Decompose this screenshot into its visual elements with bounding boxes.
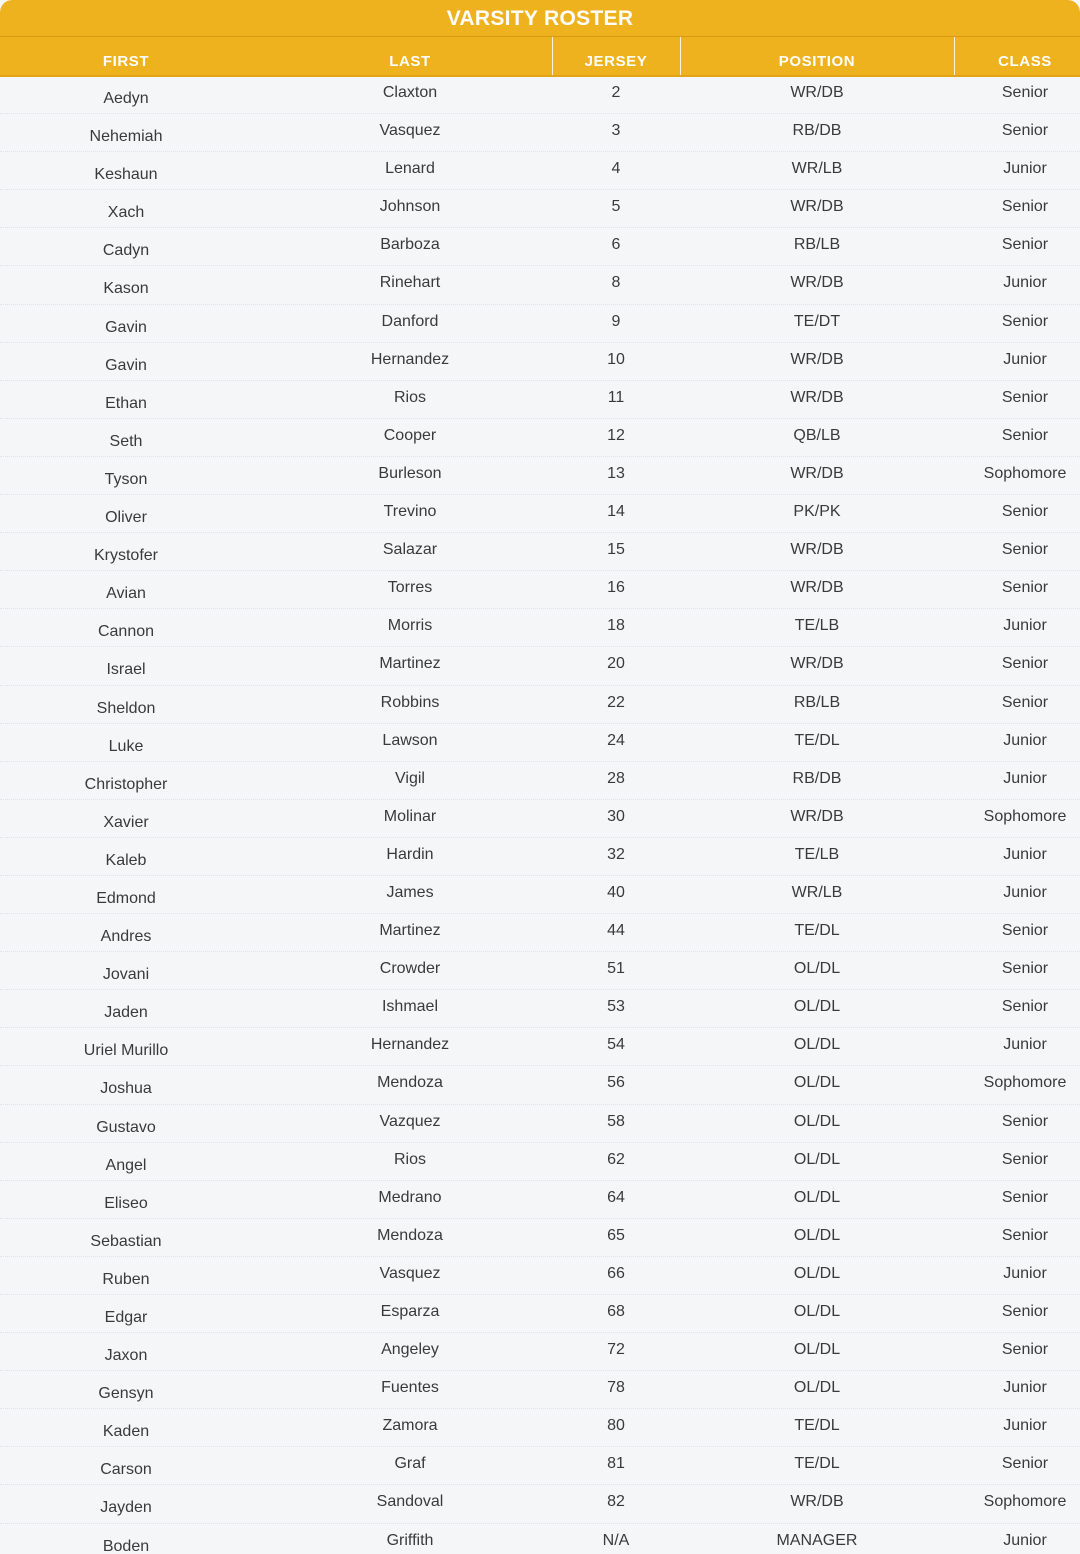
position-cell: PK/PK	[793, 503, 841, 521]
table-row	[0, 381, 1080, 419]
table-row	[0, 609, 1080, 647]
table-row	[0, 952, 1080, 990]
class-cell: Senior	[1001, 998, 1049, 1016]
class-cell: Senior	[1001, 312, 1049, 330]
table-row	[0, 1257, 1080, 1295]
table-row	[0, 1447, 1080, 1485]
position-cell: RB/LB	[793, 236, 841, 254]
last-name-cell: Rios	[393, 388, 426, 406]
position-cell: WR/DB	[790, 350, 844, 368]
first-name-cell: Cannon	[97, 623, 155, 641]
table-row	[0, 1066, 1080, 1104]
table-row	[0, 1409, 1080, 1447]
first-name-cell: Boden	[102, 1537, 150, 1554]
first-name-cell: Krystofer	[93, 547, 158, 565]
jersey-number-cell: 8	[611, 274, 621, 292]
first-name-cell: Christopher	[84, 775, 168, 793]
position-cell: TE/LB	[794, 845, 840, 863]
roster-rows	[0, 76, 1080, 1554]
last-name-cell: Mendoza	[377, 1074, 443, 1092]
class-cell: Junior	[1003, 617, 1047, 635]
jersey-number-cell: 16	[607, 579, 625, 597]
position-cell: TE/DL	[794, 922, 840, 940]
last-name-cell: Cooper	[383, 426, 437, 444]
table-row	[0, 838, 1080, 876]
last-name-cell: Esparza	[380, 1303, 440, 1320]
position-cell: OL/DL	[793, 1188, 841, 1206]
last-name-cell: Salazar	[382, 541, 438, 559]
jersey-number-cell: 20	[607, 655, 625, 673]
position-cell: OL/DL	[793, 1226, 841, 1244]
first-name-cell: Oliver	[105, 509, 147, 527]
table-row	[0, 533, 1080, 571]
column-header-position: POSITION	[778, 53, 856, 70]
position-cell: WR/DB	[790, 1493, 844, 1511]
column-header-jersey: JERSEY	[584, 53, 648, 70]
jersey-number-cell: 53	[607, 998, 625, 1016]
column-header-last: LAST	[389, 53, 431, 70]
position-cell: WR/DB	[790, 388, 844, 406]
class-cell: Senior	[1001, 579, 1049, 597]
table-row	[0, 114, 1080, 152]
table-row	[0, 1371, 1080, 1409]
first-name-cell: Uriel Murillo	[83, 1042, 169, 1060]
table-row	[0, 76, 1080, 114]
class-cell: Junior	[1003, 1036, 1047, 1054]
class-cell: Junior	[1003, 1417, 1047, 1435]
position-cell: RB/DB	[792, 122, 842, 140]
position-cell: WR/DB	[790, 541, 844, 559]
jersey-number-cell: 22	[607, 693, 625, 711]
table-row	[0, 305, 1080, 343]
class-cell: Senior	[1001, 1188, 1049, 1206]
first-name-cell: Kaden	[102, 1423, 150, 1441]
class-cell: Junior	[1003, 1264, 1047, 1282]
position-cell: OL/DL	[793, 1341, 841, 1359]
last-name-cell: Medrano	[378, 1188, 442, 1206]
class-cell: Junior	[1003, 160, 1047, 178]
first-name-cell: Kaleb	[105, 851, 147, 869]
class-cell: Senior	[1001, 541, 1049, 559]
class-cell: Junior	[1003, 350, 1047, 368]
class-cell: Senior	[1001, 1303, 1049, 1320]
last-name-cell: Zamora	[382, 1417, 438, 1435]
position-cell: WR/DB	[790, 84, 844, 101]
last-name-cell: Johnson	[379, 198, 441, 216]
class-cell: Senior	[1001, 960, 1049, 978]
position-cell: OL/DL	[793, 1303, 841, 1320]
table-row	[0, 1143, 1080, 1181]
roster-title: VARSITY ROSTER	[0, 0, 1080, 37]
last-name-cell: Fuentes	[381, 1379, 439, 1397]
first-name-cell: Gensyn	[98, 1385, 154, 1403]
last-name-cell: Claxton	[382, 84, 438, 101]
class-cell: Sophomore	[983, 807, 1067, 825]
last-name-cell: Graf	[394, 1455, 426, 1473]
class-cell: Junior	[1003, 769, 1047, 787]
jersey-number-cell: 44	[607, 922, 625, 940]
last-name-cell: Martinez	[379, 655, 441, 673]
last-name-cell: Barboza	[380, 236, 440, 254]
class-cell: Senior	[1001, 236, 1049, 254]
table-row	[0, 266, 1080, 304]
first-name-cell: Israel	[106, 661, 146, 679]
first-name-cell: Andres	[100, 928, 152, 946]
first-name-cell: Ethan	[105, 394, 147, 412]
class-cell: Junior	[1003, 1379, 1047, 1397]
class-cell: Senior	[1001, 655, 1049, 673]
position-cell: WR/DB	[790, 198, 844, 216]
first-name-cell: Seth	[109, 432, 143, 450]
last-name-cell: Hernandez	[370, 1036, 450, 1054]
position-cell: OL/DL	[793, 1074, 841, 1092]
last-name-cell: Robbins	[380, 693, 440, 711]
last-name-cell: Vigil	[395, 769, 425, 787]
jersey-number-cell: 68	[607, 1303, 625, 1320]
table-row	[0, 724, 1080, 762]
class-cell: Senior	[1001, 122, 1049, 140]
first-name-cell: Jovani	[102, 966, 150, 984]
jersey-number-cell: 10	[607, 350, 625, 368]
table-row	[0, 190, 1080, 228]
last-name-cell: Vasquez	[379, 122, 441, 140]
first-name-cell: Gustavo	[96, 1118, 156, 1136]
last-name-cell: Hardin	[386, 845, 434, 863]
column-header-first: FIRST	[102, 53, 150, 70]
table-row	[0, 457, 1080, 495]
jersey-number-cell: 56	[607, 1074, 625, 1092]
first-name-cell: Sheldon	[96, 699, 156, 717]
class-cell: Senior	[1001, 388, 1049, 406]
jersey-number-cell: 30	[607, 807, 625, 825]
first-name-cell: Eliseo	[104, 1194, 148, 1212]
last-name-cell: Martinez	[379, 922, 441, 940]
position-cell: RB/LB	[793, 693, 841, 711]
jersey-number-cell: 28	[607, 769, 625, 787]
jersey-number-cell: 82	[607, 1493, 625, 1511]
table-row	[0, 800, 1080, 838]
class-cell: Junior	[1003, 731, 1047, 749]
last-name-cell: James	[386, 883, 434, 901]
class-cell: Senior	[1001, 922, 1049, 940]
position-cell: OL/DL	[793, 998, 841, 1016]
last-name-cell: Vasquez	[379, 1264, 441, 1282]
first-name-cell: Carson	[100, 1461, 152, 1479]
jersey-number-cell: 11	[607, 388, 625, 406]
position-cell: WR/DB	[790, 655, 844, 673]
jersey-number-cell: 54	[607, 1036, 625, 1054]
table-row	[0, 1295, 1080, 1333]
last-name-cell: Rios	[393, 1150, 426, 1168]
last-name-cell: Hernandez	[370, 350, 450, 368]
jersey-number-cell: 40	[607, 883, 625, 901]
first-name-cell: Nehemiah	[89, 128, 163, 146]
first-name-cell: Kason	[103, 280, 149, 298]
jersey-number-cell: 18	[607, 617, 625, 635]
jersey-number-cell: 12	[607, 426, 625, 444]
last-name-cell: Sandoval	[376, 1493, 444, 1511]
class-cell: Junior	[1003, 274, 1047, 292]
class-cell: Senior	[1001, 1226, 1049, 1244]
position-cell: MANAGER	[776, 1531, 858, 1549]
table-row	[0, 1219, 1080, 1257]
position-cell: TE/LB	[794, 617, 840, 635]
position-cell: OL/DL	[793, 1264, 841, 1282]
jersey-number-cell: 9	[611, 312, 621, 330]
first-name-cell: Angel	[105, 1156, 147, 1174]
first-name-cell: Tyson	[104, 470, 148, 488]
table-row	[0, 876, 1080, 914]
last-name-cell: Griffith	[386, 1531, 434, 1549]
jersey-number-cell: 62	[607, 1150, 625, 1168]
last-name-cell: Morris	[387, 617, 433, 635]
class-cell: Senior	[1001, 1112, 1049, 1130]
jersey-number-cell: 78	[607, 1379, 625, 1397]
position-cell: OL/DL	[793, 1379, 841, 1397]
position-cell: WR/DB	[790, 807, 844, 825]
position-cell: OL/DL	[793, 1036, 841, 1054]
last-name-cell: Burleson	[378, 464, 442, 482]
table-row	[0, 571, 1080, 609]
jersey-number-cell: 13	[607, 464, 625, 482]
table-row	[0, 914, 1080, 952]
class-cell: Sophomore	[983, 1074, 1067, 1092]
table-row	[0, 686, 1080, 724]
class-cell: Senior	[1001, 426, 1049, 444]
position-cell: QB/LB	[793, 426, 841, 444]
first-name-cell: Avian	[106, 585, 146, 603]
position-cell: WR/DB	[790, 579, 844, 597]
jersey-number-cell: 58	[607, 1112, 625, 1130]
position-cell: OL/DL	[793, 1150, 841, 1168]
first-name-cell: Jaden	[104, 1004, 148, 1022]
table-row	[0, 1028, 1080, 1066]
first-name-cell: Keshaun	[94, 166, 158, 184]
table-row	[0, 343, 1080, 381]
first-name-cell: Xavier	[103, 813, 149, 831]
last-name-cell: Mendoza	[377, 1226, 443, 1244]
last-name-cell: Lawson	[382, 731, 438, 749]
position-cell: OL/DL	[793, 1112, 841, 1130]
position-cell: TE/DL	[794, 1455, 840, 1473]
first-name-cell: Gavin	[105, 318, 147, 336]
column-divider	[954, 37, 955, 75]
jersey-number-cell: 65	[607, 1226, 625, 1244]
jersey-number-cell: N/A	[602, 1531, 630, 1549]
table-row	[0, 152, 1080, 190]
class-cell: Sophomore	[983, 1493, 1067, 1511]
first-name-cell: Edgar	[104, 1309, 148, 1326]
first-name-cell: Luke	[108, 737, 144, 755]
jersey-number-cell: 72	[607, 1341, 625, 1359]
table-row	[0, 1524, 1080, 1554]
last-name-cell: Ishmael	[381, 998, 439, 1016]
jersey-number-cell: 15	[607, 541, 625, 559]
table-row	[0, 1105, 1080, 1143]
class-cell: Senior	[1001, 1341, 1049, 1359]
jersey-number-cell: 6	[611, 236, 621, 254]
position-cell: TE/DL	[794, 1417, 840, 1435]
first-name-cell: Xach	[107, 204, 145, 222]
position-cell: WR/DB	[790, 274, 844, 292]
first-name-cell: Aedyn	[103, 90, 149, 107]
last-name-cell: Vazquez	[379, 1112, 441, 1130]
class-cell: Senior	[1001, 84, 1049, 101]
last-name-cell: Rinehart	[379, 274, 441, 292]
position-cell: RB/DB	[792, 769, 842, 787]
table-row	[0, 1333, 1080, 1371]
last-name-cell: Danford	[381, 312, 439, 330]
last-name-cell: Lenard	[385, 160, 435, 178]
position-cell: OL/DL	[793, 960, 841, 978]
jersey-number-cell: 64	[607, 1188, 625, 1206]
first-name-cell: Cadyn	[102, 242, 150, 260]
first-name-cell: Jayden	[100, 1499, 152, 1517]
position-cell: WR/LB	[791, 160, 843, 178]
class-cell: Senior	[1001, 503, 1049, 521]
table-row	[0, 419, 1080, 457]
first-name-cell: Gavin	[105, 356, 147, 374]
position-cell: TE/DT	[793, 312, 841, 330]
jersey-number-cell: 24	[607, 731, 625, 749]
class-cell: Junior	[1003, 845, 1047, 863]
last-name-cell: Angeley	[381, 1341, 439, 1359]
first-name-cell: Ruben	[102, 1270, 150, 1288]
jersey-number-cell: 32	[607, 845, 625, 863]
jersey-number-cell: 80	[607, 1417, 625, 1435]
first-name-cell: Jaxon	[104, 1347, 148, 1365]
jersey-number-cell: 5	[611, 198, 621, 216]
column-header-class: CLASS	[998, 53, 1052, 70]
table-row	[0, 1181, 1080, 1219]
jersey-number-cell: 81	[607, 1455, 625, 1473]
jersey-number-cell: 3	[611, 122, 621, 140]
position-cell: TE/DL	[794, 731, 840, 749]
jersey-number-cell: 66	[607, 1264, 625, 1282]
table-row	[0, 647, 1080, 685]
jersey-number-cell: 4	[611, 160, 621, 178]
last-name-cell: Molinar	[383, 807, 437, 825]
position-cell: WR/DB	[790, 464, 844, 482]
class-cell: Junior	[1003, 1531, 1047, 1549]
last-name-cell: Crowder	[379, 960, 441, 978]
last-name-cell: Torres	[387, 579, 433, 597]
first-name-cell: Edmond	[96, 889, 156, 907]
jersey-number-cell: 2	[611, 84, 621, 101]
jersey-number-cell: 51	[607, 960, 625, 978]
table-row	[0, 990, 1080, 1028]
jersey-number-cell: 14	[607, 503, 625, 521]
class-cell: Sophomore	[983, 464, 1067, 482]
class-cell: Senior	[1001, 1455, 1049, 1473]
first-name-cell: Joshua	[100, 1080, 152, 1098]
class-cell: Senior	[1001, 1150, 1049, 1168]
class-cell: Senior	[1001, 198, 1049, 216]
first-name-cell: Sebastian	[90, 1232, 162, 1250]
table-row	[0, 495, 1080, 533]
class-cell: Junior	[1003, 883, 1047, 901]
table-row	[0, 228, 1080, 266]
table-row	[0, 762, 1080, 800]
class-cell: Senior	[1001, 693, 1049, 711]
position-cell: WR/LB	[791, 883, 843, 901]
table-row	[0, 1485, 1080, 1523]
column-header-row	[0, 37, 1080, 77]
last-name-cell: Trevino	[383, 503, 437, 521]
column-divider	[680, 37, 681, 75]
